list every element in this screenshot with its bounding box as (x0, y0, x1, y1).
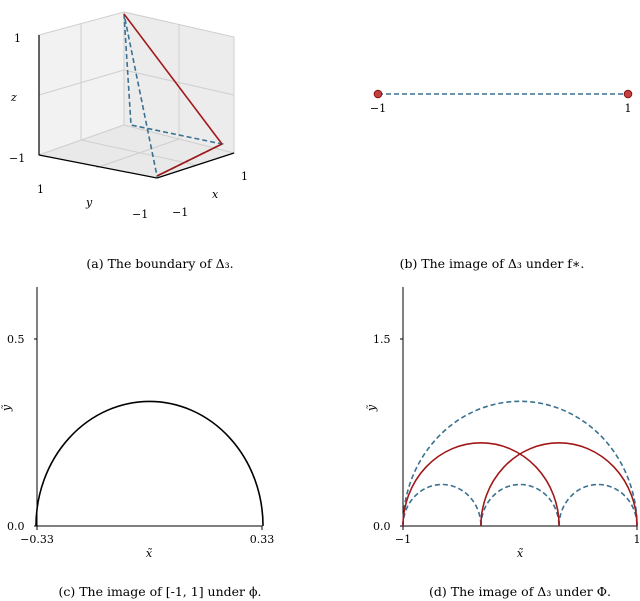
d-curve-dashed-2 (481, 484, 559, 526)
d-curve-dashed-1 (403, 484, 481, 526)
d-xtick-0: −1 (394, 533, 412, 546)
x-tick-left: −1 (172, 206, 189, 219)
y-tick-right: −1 (132, 208, 149, 221)
z-tick-top: 1 (14, 32, 21, 45)
endpoint-label-right: 1 (624, 102, 632, 115)
panel-d (365, 287, 640, 599)
c-ytick-1: 0.5 (7, 333, 25, 346)
d-curve-dashed-3 (559, 484, 637, 526)
d-ylabel: ỹ (365, 404, 378, 412)
endpoint-right (624, 90, 632, 98)
c-ytick-0: 0.0 (7, 520, 25, 533)
d-ytick-0: 0.0 (373, 520, 391, 533)
z-axis-label: z (11, 91, 17, 104)
panel-a (9, 12, 248, 271)
endpoint-left (374, 90, 382, 98)
panel-c (0, 287, 274, 599)
c-xtick-1: 0.33 (249, 533, 275, 546)
c-xlabel: x̃ (145, 547, 153, 560)
d-curves (403, 401, 637, 526)
y-tick-left: 1 (37, 183, 44, 196)
caption-c: (c) The image of [-1, 1] under ϕ. (58, 584, 262, 599)
caption-a: (a) The boundary of Δ₃. (86, 256, 234, 271)
caption-d: (d) The image of Δ₃ under Φ. (429, 584, 611, 599)
caption-b: (b) The image of Δ₃ under f∗. (399, 256, 585, 271)
d-ytick-1: 1.5 (373, 333, 391, 346)
x-tick-right: 1 (241, 170, 248, 183)
z-tick-bottom: −1 (9, 152, 26, 165)
panel-b (370, 90, 632, 271)
c-xtick-0: −0.33 (20, 533, 54, 546)
endpoint-label-left: −1 (369, 102, 387, 115)
d-xlabel: x̃ (516, 547, 524, 560)
c-ylabel: ỹ (0, 404, 13, 412)
y-axis-label: y (86, 196, 93, 209)
x-axis-label: x (212, 188, 219, 201)
d-xtick-1: 1 (633, 533, 640, 546)
d-curve-dashed-0 (403, 401, 637, 526)
c-semicircle-curve (36, 401, 263, 526)
